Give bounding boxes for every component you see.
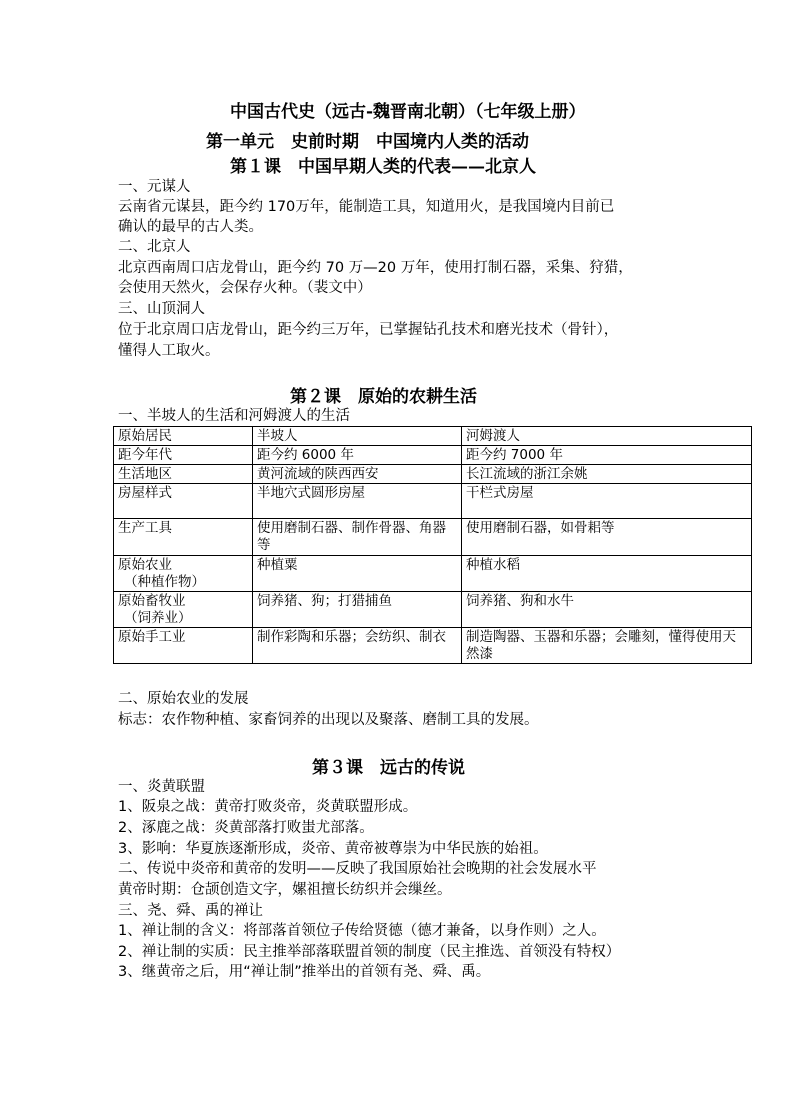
table-cell: 房屋样式 [114, 484, 253, 519]
table-cell: 距今约 6000 年 [253, 446, 462, 465]
table-cell: 距今约 7000 年 [462, 446, 752, 465]
lesson3-line: 一、炎黄联盟 [118, 779, 205, 795]
lesson2-section2-text: 标志：农作物种植、家畜饲养的出现以及聚落、磨制工具的发展。 [118, 712, 539, 728]
unit-title: 第一单元 史前时期 中国境内人类的活动 [206, 132, 529, 152]
lesson1-line: 懂得人工取火。 [118, 343, 220, 359]
cell-label: 原始农业 [118, 557, 172, 573]
lesson1-line: 三、山顶洞人 [118, 301, 205, 317]
table-cell: 饲养猪、狗和水牛 [462, 592, 752, 628]
cell-sublabel: （饲养业） [124, 610, 192, 626]
table-cell: 半地穴式圆形房屋 [253, 484, 462, 519]
table-cell: 距今年代 [114, 446, 253, 465]
table-cell: 制作彩陶和乐器；会纺织、制衣 [253, 628, 462, 664]
table-cell: 种植水稻 [462, 556, 752, 592]
cell-label: 原始畜牧业 [118, 593, 186, 609]
table-cell: 使用磨制石器、制作骨器、角器等 [253, 519, 462, 556]
table-cell: 长江流域的浙江余姚 [462, 465, 752, 484]
lesson3-line: 1、阪泉之战：黄帝打败炎帝，炎黄联盟形成。 [118, 799, 418, 815]
table-row [114, 446, 752, 465]
lesson1-line: 北京西南周口店龙骨山，距今约 70 万—20 万年，使用打制石器，采集、狩猎， [118, 260, 633, 276]
lesson3-title: 第３课 远古的传说 [312, 758, 465, 778]
main-title: 中国古代史（远古-魏晋南北朝）（七年级上册） [230, 102, 586, 122]
table-row [114, 592, 752, 628]
lesson2-section1-heading: 一、半坡人的生活和河姆渡人的生活 [118, 408, 350, 424]
table-cell: 河姆渡人 [462, 427, 752, 446]
table-row [114, 427, 752, 446]
table-row [114, 628, 752, 664]
table-cell: 种植粟 [253, 556, 462, 592]
table-cell: 使用磨制石器，如骨耜等 [462, 519, 752, 556]
cell-sublabel: （种植作物） [124, 574, 205, 590]
table-cell: 原始手工业 [114, 628, 253, 664]
table-cell: 干栏式房屋 [462, 484, 752, 519]
table-cell: 原始居民 [114, 427, 253, 446]
lesson1-line: 位于北京周口店龙骨山，距今约三万年，已掌握钻孔技术和磨光技术（骨针）， [118, 322, 619, 338]
lesson2-section2-heading: 二、原始农业的发展 [118, 691, 249, 707]
lesson1-line: 确认的最早的古人类。 [118, 219, 263, 235]
table-cell: 制造陶器、玉器和乐器；会雕刻，懂得使用天然漆 [462, 628, 752, 664]
lesson2-title: 第２课 原始的农耕生活 [290, 387, 477, 407]
lesson3-line: 黄帝时期：仓颉创造文字，嫘祖擅长纺织并会缫丝。 [118, 882, 452, 898]
lesson1-line: 二、北京人 [118, 239, 191, 255]
table-cell: 黄河流域的陕西西安 [253, 465, 462, 484]
table-cell: 饲养猪、狗；打猎捕鱼 [253, 592, 462, 628]
lesson3-line: 3、继黄帝之后，用“禅让制”推举出的首领有尧、舜、禹。 [118, 964, 491, 980]
table-row [114, 484, 752, 519]
table-cell: 生活地区 [114, 465, 253, 484]
lesson3-line: 三、尧、舜、禹的禅让 [118, 903, 263, 919]
table-row [114, 465, 752, 484]
comparison-table [113, 426, 752, 664]
table-cell [114, 592, 253, 628]
lesson1-title: 第１课 中国早期人类的代表——北京人 [230, 157, 536, 177]
lesson3-line: 2、涿鹿之战：炎黄部落打败蚩尤部落。 [118, 820, 374, 836]
table-row [114, 556, 752, 592]
table-row [114, 519, 752, 556]
lesson3-line: 二、传说中炎帝和黄帝的发明——反映了我国原始社会晚期的社会发展水平 [118, 861, 597, 877]
table-cell: 生产工具 [114, 519, 253, 556]
table-cell: 半坡人 [253, 427, 462, 446]
lesson3-line: 2、禅让制的实质：民主推举部落联盟首领的制度（民主推选、首领没有特权） [118, 944, 621, 960]
lesson1-line: 云南省元谋县，距今约 170万年，能制造工具，知道用火，是我国境内目前已 [118, 199, 615, 215]
lesson1-line: 一、元谋人 [118, 179, 191, 195]
table-cell [114, 556, 253, 592]
lesson1-line: 会使用天然火，会保存火种。（裴文中） [118, 280, 372, 296]
lesson3-line: 3、影响：华夏族逐渐形成，炎帝、黄帝被尊崇为中华民族的始祖。 [118, 841, 548, 857]
lesson3-line: 1、禅让制的含义：将部落首领位子传给贤德（德才兼备，以身作则）之人。 [118, 923, 606, 939]
